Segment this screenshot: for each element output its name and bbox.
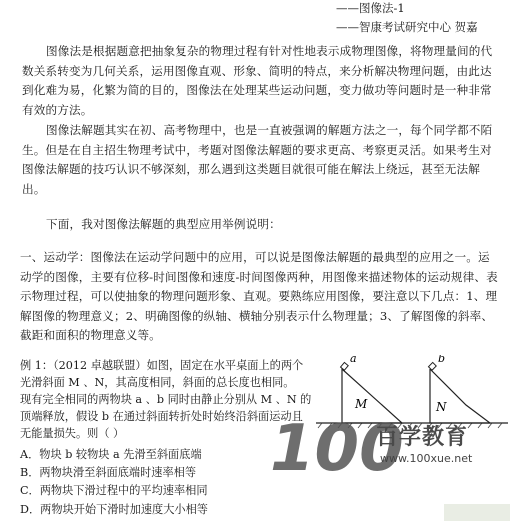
watermark-brand: 百学教育 <box>376 425 469 450</box>
example-line-2: 光滑斜面 M 、N，其高度相同，斜面的总长度也相同。 <box>20 376 295 389</box>
label-a: a <box>350 355 357 365</box>
watermark-bar <box>444 504 510 521</box>
doc-title-line: ——图像法-1 <box>336 1 405 15</box>
section-kinematics: 一、运动学：图像法在运动学问题中的应用，可以说是图像法解题的最典型的应用之一。运动学的图像，主要有位移-时间图像和速度-时间图像两种，用图像来描述物体的运动规律、表示物理过程，可以使抽象的物理问题形象、直观。要熟练应用图像，要注意以下几点：1、理解图像的物理意义；2、明确图像的纵轴、横轴分别表示什么物理量；3、了解图像的斜率、截距和面积的物理意义等。 <box>20 250 498 343</box>
example-line-3: 现有完全相同的两物块 a 、b 同时由静止分别从 M 、N 的 <box>20 393 312 406</box>
intro-paragraph-3: 下面，我对图像法解题的典型应用举例说明： <box>46 217 281 231</box>
option-a: A．物块 b 较物块 a 先滑至斜面底端 <box>20 448 202 461</box>
intro-paragraph-2: 图像法解题其实在初、高考物理中，也是一直被强调的解题方法之一，每个同学都不陌生。但是在自主招生物理考试中，考题对图像法解题的要求更高、考察更灵活。如果考生对图像法解题的技巧认识不够深刻，那么遇到这类题目就很可能在解法上绕远，甚至无法解出。 <box>22 123 493 196</box>
example-line-1: 例 1：（2012 卓越联盟）如图，固定在水平桌面上的两个 <box>20 359 304 372</box>
watermark-number: 100 <box>270 412 404 486</box>
label-m: M <box>355 397 368 411</box>
option-c: C．两物块下滑过程中的平均速率相同 <box>20 484 208 497</box>
ground-hatching <box>318 423 502 428</box>
example-line-4: 顶端释放，假设 b 在通过斜面转折处时始终沿斜面运动且 <box>20 410 303 423</box>
inclines-figure <box>312 355 512 430</box>
label-b: b <box>438 355 446 365</box>
intro-paragraph-1: 图像法是根据题意把抽象复杂的物理过程有针对性地表示成物理图像，将物理量间的代数关系转变为几何关系，运用图像直观、形象、简明的特点，来分析解决物理问题，由此达到化难为易，化繁为简的目的，图像法在处理某些运动问题，变力做功等问题时是一种非常有效的方法。 <box>22 44 493 117</box>
incline-m <box>342 369 402 423</box>
label-n: N <box>436 400 447 414</box>
example-line-5: 无能量损失。则（ ） <box>20 427 125 440</box>
option-b: B．两物块滑至斜面底端时速率相等 <box>20 466 197 479</box>
option-d: D．两物块开始下滑时加速度大小相等 <box>20 503 208 516</box>
doc-author-line: ——智康考试研究中心 贺嘉 <box>336 20 478 34</box>
incline-n <box>430 369 490 423</box>
watermark-url: www.100xue.net <box>380 452 473 465</box>
